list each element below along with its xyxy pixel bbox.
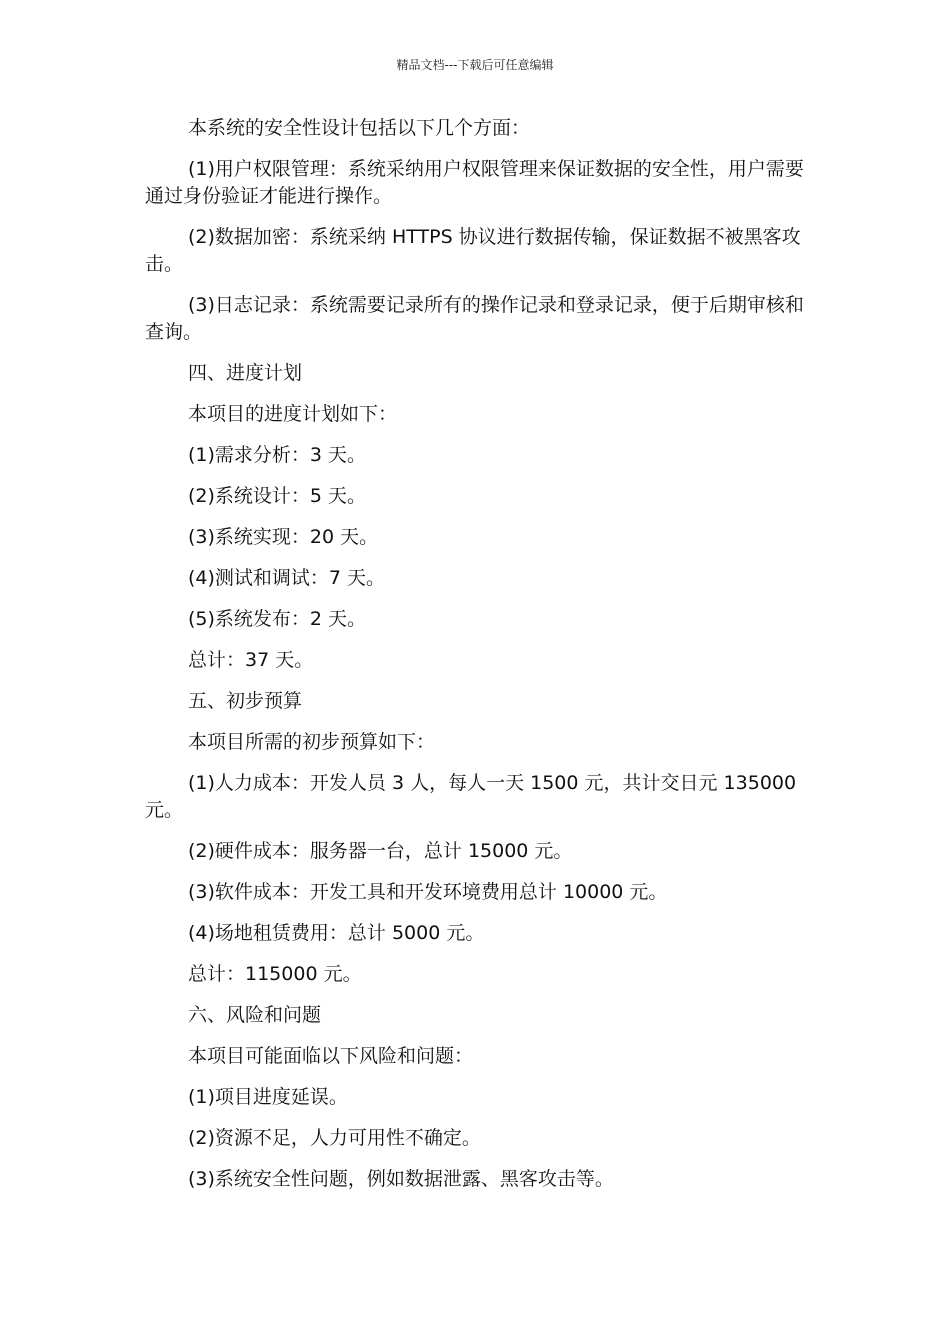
budget-item-hardware: (2)硬件成本：服务器一台，总计 15000 元。 — [188, 840, 573, 862]
schedule-item-design: (2)系统设计：5 天。 — [188, 485, 367, 507]
paragraph-data-encryption: (2)数据加密：系统采纳 HTTPS 协议进行数据传输，保证数据不被黑客攻击。 — [145, 226, 801, 275]
budget-total: 总计：115000 元。 — [188, 963, 362, 985]
risk-item-resources: (2)资源不足，人力可用性不确定。 — [188, 1127, 481, 1149]
paragraph-schedule-intro: 本项目的进度计划如下： — [188, 403, 398, 425]
schedule-item-testing: (4)测试和调试：7 天。 — [188, 567, 386, 589]
schedule-total: 总计：37 天。 — [188, 649, 314, 671]
page-header: 精品文档---下载后可任意编辑 — [396, 58, 554, 72]
section-heading-schedule: 四、进度计划 — [188, 362, 303, 384]
schedule-item-implementation: (3)系统实现：20 天。 — [188, 526, 379, 548]
budget-item-venue: (4)场地租赁费用：总计 5000 元。 — [188, 922, 485, 944]
paragraph-user-permission: (1)用户权限管理：系统采纳用户权限管理来保证数据的安全性，用户需要通过身份验证才能进行操作。 — [145, 158, 804, 207]
schedule-item-release: (5)系统发布：2 天。 — [188, 608, 367, 630]
risk-item-security: (3)系统安全性问题，例如数据泄露、黑客攻击等。 — [188, 1168, 614, 1190]
paragraph-risks-intro: 本项目可能面临以下风险和问题： — [188, 1045, 474, 1067]
section-heading-risks: 六、风险和问题 — [188, 1004, 322, 1026]
schedule-item-requirements: (1)需求分析：3 天。 — [188, 444, 367, 466]
budget-item-software: (3)软件成本：开发工具和开发环境费用总计 10000 元。 — [188, 881, 668, 903]
paragraph-budget-intro: 本项目所需的初步预算如下： — [188, 731, 436, 753]
section-heading-budget: 五、初步预算 — [188, 690, 303, 712]
document-body — [145, 115, 805, 1207]
budget-item-labor: (1)人力成本：开发人员 3 人，每人一天 1500 元，共计交日元 135000 元。 — [145, 772, 797, 821]
risk-item-delay: (1)项目进度延误。 — [188, 1086, 348, 1108]
paragraph-log-record: (3)日志记录：系统需要记录所有的操作记录和登录记录，便于后期审核和查询。 — [145, 294, 804, 343]
paragraph-security-intro: 本系统的安全性设计包括以下几个方面： — [188, 117, 531, 139]
